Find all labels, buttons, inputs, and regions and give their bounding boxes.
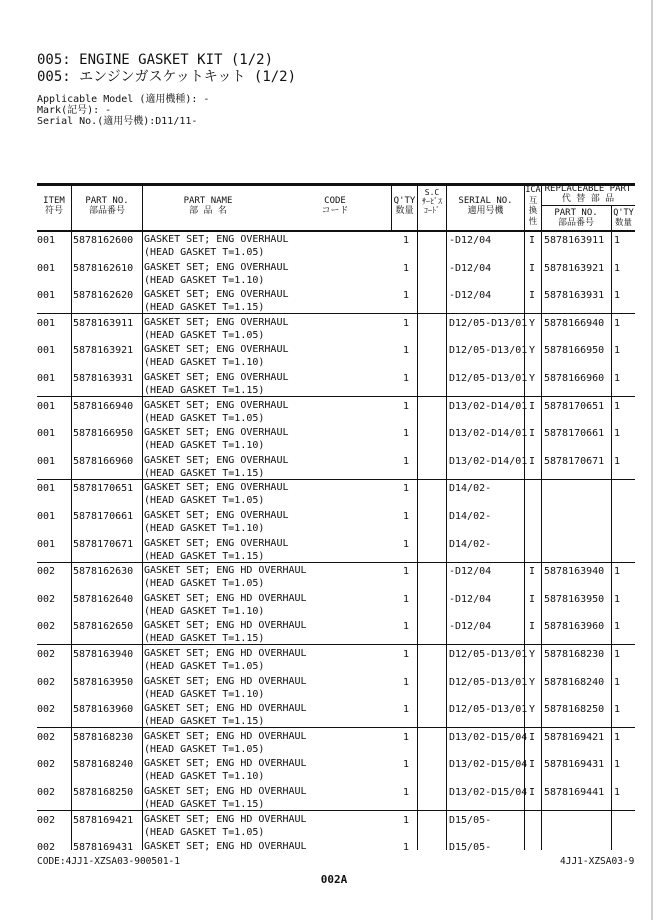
cell-rep-qty: 1	[614, 566, 621, 577]
header-code: CODE コード	[321, 196, 349, 216]
title-english: 005: ENGINE GASKET KIT (1/2)	[37, 52, 274, 68]
cell-ica: Y	[529, 704, 536, 715]
cell-item: 001	[37, 373, 56, 384]
part-name: GASKET SET; ENG HD OVERHAUL	[144, 841, 307, 852]
part-name-detail: (HEAD GASKET T=1.10)	[144, 523, 265, 534]
header-qty: Q'TY 数量	[393, 196, 416, 216]
part-name-detail: (HEAD GASKET T=1.10)	[144, 275, 265, 286]
part-name-detail: (HEAD GASKET T=1.15)	[144, 799, 265, 810]
cell-rep-part: 5878169421	[544, 732, 605, 743]
part-name-detail: (HEAD GASKET T=1.15)	[144, 302, 265, 313]
cell-item: 001	[37, 539, 56, 550]
part-name: GASKET SET; ENG OVERHAUL	[144, 234, 289, 245]
cell-qty: 1	[403, 649, 410, 660]
cell-qty: 1	[403, 759, 410, 770]
cell-qty: 1	[403, 456, 410, 467]
part-name: GASKET SET; ENG OVERHAUL	[144, 289, 289, 300]
cell-qty: 1	[403, 566, 410, 577]
cell-part-no: 5878163921	[73, 345, 134, 356]
cell-rep-qty: 1	[614, 345, 621, 356]
cell-ica: Y	[529, 345, 536, 356]
row-group-rule	[37, 810, 635, 811]
cell-rep-part: 5878169441	[544, 787, 605, 798]
col-divider	[541, 186, 542, 850]
cell-qty: 1	[403, 318, 410, 329]
cell-ica: I	[529, 566, 536, 577]
col-divider	[417, 186, 418, 850]
part-name-detail: (HEAD GASKET T=1.05)	[144, 247, 265, 258]
cell-item: 001	[37, 511, 56, 522]
cell-rep-part: 5878170651	[544, 401, 605, 412]
footer-code-left: CODE:4JJ1-XZSA03-900501-1	[37, 856, 180, 867]
cell-rep-qty: 1	[614, 263, 621, 274]
applicable-model: Applicable Model (適用機種): -	[37, 94, 210, 105]
title-block	[37, 52, 296, 86]
cell-item: 001	[37, 290, 56, 301]
cell-qty: 1	[403, 787, 410, 798]
cell-rep-part: 5878169431	[544, 759, 605, 770]
cell-item: 001	[37, 401, 56, 412]
cell-qty: 1	[403, 373, 410, 384]
cell-item: 002	[37, 842, 56, 853]
replace-subheader-divider	[611, 205, 612, 230]
cell-item: 002	[37, 566, 56, 577]
cell-part-no: 5878162600	[73, 235, 134, 246]
cell-serial: D12/05-D13/01	[449, 704, 528, 715]
part-name: GASKET SET; ENG HD OVERHAUL	[144, 814, 307, 825]
cell-part-no: 5878168250	[73, 787, 134, 798]
header-item: ITEM 符号	[43, 196, 65, 216]
cell-ica: Y	[529, 677, 536, 688]
header-serial: SERIAL NO. 適用号機	[458, 196, 513, 216]
cell-rep-qty: 1	[614, 456, 621, 467]
cell-serial: D13/02-D14/01	[449, 401, 528, 412]
cell-rep-qty: 1	[614, 401, 621, 412]
part-name-detail: (HEAD GASKET T=1.05)	[144, 413, 265, 424]
part-name: GASKET SET; ENG OVERHAUL	[144, 510, 289, 521]
cell-rep-qty: 1	[614, 787, 621, 798]
cell-qty: 1	[403, 511, 410, 522]
col-divider	[611, 230, 612, 850]
page-number: 002A	[320, 873, 348, 886]
part-name: GASKET SET; ENG OVERHAUL	[144, 317, 289, 328]
part-name: GASKET SET; ENG HD OVERHAUL	[144, 620, 307, 631]
cell-serial: D15/05-	[449, 842, 492, 853]
cell-part-no: 5878163960	[73, 704, 134, 715]
cell-item: 002	[37, 649, 56, 660]
part-name: GASKET SET; ENG HD OVERHAUL	[144, 565, 307, 576]
cell-qty: 1	[403, 290, 410, 301]
cell-qty: 1	[403, 732, 410, 743]
cell-item: 002	[37, 677, 56, 688]
cell-serial: D12/05-D13/01	[449, 649, 528, 660]
header-replace-part: PART NO. 部品番号	[554, 208, 598, 228]
cell-rep-part: 5878166960	[544, 373, 605, 384]
cell-rep-qty: 1	[614, 704, 621, 715]
cell-qty: 1	[403, 345, 410, 356]
part-name-detail: (HEAD GASKET T=1.15)	[144, 385, 265, 396]
part-name-detail: (HEAD GASKET T=1.05)	[144, 330, 265, 341]
col-divider	[71, 186, 72, 850]
cell-ica: I	[529, 290, 536, 301]
cell-rep-qty: 1	[614, 373, 621, 384]
cell-serial: D13/02-D15/04	[449, 787, 528, 798]
cell-rep-qty: 1	[614, 759, 621, 770]
cell-rep-part: 5878168250	[544, 704, 605, 715]
cell-item: 002	[37, 815, 56, 826]
cell-qty: 1	[403, 483, 410, 494]
serial-number: Serial No.(適用号機):D11/11-	[37, 116, 198, 127]
col-divider	[142, 186, 143, 850]
part-name: GASKET SET; ENG HD OVERHAUL	[144, 703, 307, 714]
cell-part-no: 5878163950	[73, 677, 134, 688]
cell-qty: 1	[403, 815, 410, 826]
part-name-detail: (HEAD GASKET T=1.10)	[144, 440, 265, 451]
cell-rep-part: 5878163911	[544, 235, 605, 246]
cell-ica: I	[529, 594, 536, 605]
cell-qty: 1	[403, 842, 410, 853]
part-name-detail: (HEAD GASKET T=1.10)	[144, 771, 265, 782]
cell-rep-qty: 1	[614, 594, 621, 605]
cell-part-no: 5878168230	[73, 732, 134, 743]
cell-serial: D12/05-D13/01	[449, 345, 528, 356]
row-group-rule	[37, 562, 635, 563]
cell-part-no: 5878163940	[73, 649, 134, 660]
row-group-rule	[37, 396, 635, 397]
cell-serial: D12/05-D13/01	[449, 677, 528, 688]
col-divider	[524, 186, 525, 850]
cell-part-no: 5878163911	[73, 318, 134, 329]
cell-part-no: 5878162630	[73, 566, 134, 577]
cell-rep-part: 5878163940	[544, 566, 605, 577]
header-ica: ICA 互 換 性	[525, 185, 541, 227]
cell-rep-qty: 1	[614, 677, 621, 688]
cell-ica: I	[529, 621, 536, 632]
cell-part-no: 5878162620	[73, 290, 134, 301]
cell-qty: 1	[403, 621, 410, 632]
cell-part-no: 5878169431	[73, 842, 134, 853]
cell-serial: -D12/04	[449, 566, 492, 577]
cell-serial: D13/02-D15/04	[449, 759, 528, 770]
part-name-detail: (HEAD GASKET T=1.10)	[144, 689, 265, 700]
cell-rep-qty: 1	[614, 732, 621, 743]
cell-ica: I	[529, 235, 536, 246]
part-name: GASKET SET; ENG OVERHAUL	[144, 427, 289, 438]
part-name: GASKET SET; ENG HD OVERHAUL	[144, 786, 307, 797]
page-edge	[651, 0, 653, 920]
row-group-rule	[37, 313, 635, 314]
cell-serial: D14/02-	[449, 483, 492, 494]
cell-ica: I	[529, 401, 536, 412]
meta-block	[37, 94, 209, 127]
part-name-detail: (HEAD GASKET T=1.15)	[144, 633, 265, 644]
cell-item: 001	[37, 483, 56, 494]
part-name: GASKET SET; ENG HD OVERHAUL	[144, 648, 307, 659]
col-divider	[446, 186, 447, 850]
cell-ica: I	[529, 787, 536, 798]
part-name-detail: (HEAD GASKET T=1.05)	[144, 827, 265, 838]
cell-item: 002	[37, 594, 56, 605]
part-name: GASKET SET; ENG OVERHAUL	[144, 262, 289, 273]
cell-rep-qty: 1	[614, 428, 621, 439]
cell-serial: D12/05-D13/01	[449, 373, 528, 384]
cell-ica: Y	[529, 318, 536, 329]
cell-rep-qty: 1	[614, 621, 621, 632]
cell-serial: D14/02-	[449, 539, 492, 550]
cell-qty: 1	[403, 704, 410, 715]
part-name: GASKET SET; ENG OVERHAUL	[144, 400, 289, 411]
cell-qty: 1	[403, 263, 410, 274]
cell-serial: -D12/04	[449, 621, 492, 632]
part-name: GASKET SET; ENG OVERHAUL	[144, 482, 289, 493]
cell-serial: D14/02-	[449, 511, 492, 522]
part-name: GASKET SET; ENG HD OVERHAUL	[144, 731, 307, 742]
cell-serial: -D12/04	[449, 263, 492, 274]
header-part-no: PART NO. 部品番号	[85, 196, 129, 216]
cell-ica: I	[529, 456, 536, 467]
cell-rep-part: 5878166940	[544, 318, 605, 329]
header-part-name: PART NAME 部 品 名	[183, 196, 233, 216]
cell-qty: 1	[403, 677, 410, 688]
cell-part-no: 5878169421	[73, 815, 134, 826]
part-name-detail: (HEAD GASKET T=1.15)	[144, 716, 265, 727]
cell-ica: I	[529, 732, 536, 743]
cell-ica: I	[529, 263, 536, 274]
part-name-detail: (HEAD GASKET T=1.05)	[144, 744, 265, 755]
cell-part-no: 5878170661	[73, 511, 134, 522]
cell-rep-qty: 1	[614, 235, 621, 246]
table-header-bottom-rule	[37, 230, 635, 232]
mark: Mark(記号): -	[37, 105, 112, 116]
cell-item: 002	[37, 704, 56, 715]
cell-item: 001	[37, 428, 56, 439]
cell-serial: D12/05-D13/01	[449, 318, 528, 329]
cell-item: 002	[37, 732, 56, 743]
cell-rep-qty: 1	[614, 318, 621, 329]
part-name-detail: (HEAD GASKET T=1.15)	[144, 551, 265, 562]
part-name-detail: (HEAD GASKET T=1.15)	[144, 468, 265, 479]
cell-rep-part: 5878168230	[544, 649, 605, 660]
cell-item: 001	[37, 263, 56, 274]
cell-part-no: 5878170671	[73, 539, 134, 550]
cell-serial: -D12/04	[449, 594, 492, 605]
part-name-detail: (HEAD GASKET T=1.05)	[144, 495, 265, 506]
part-name: GASKET SET; ENG OVERHAUL	[144, 538, 289, 549]
cell-item: 002	[37, 759, 56, 770]
cell-serial: D13/02-D15/04	[449, 732, 528, 743]
cell-part-no: 5878162650	[73, 621, 134, 632]
cell-serial: D13/02-D14/01	[449, 456, 528, 467]
cell-ica: I	[529, 428, 536, 439]
part-name-detail: (HEAD GASKET T=1.05)	[144, 661, 265, 672]
part-name: GASKET SET; ENG HD OVERHAUL	[144, 676, 307, 687]
cell-part-no: 5878170651	[73, 483, 134, 494]
cell-item: 002	[37, 621, 56, 632]
title-japanese: 005: エンジンガスケットキット (1/2)	[37, 69, 297, 85]
cell-item: 001	[37, 318, 56, 329]
cell-part-no: 5878162610	[73, 263, 134, 274]
cell-item: 002	[37, 787, 56, 798]
cell-item: 001	[37, 345, 56, 356]
cell-rep-part: 5878163960	[544, 621, 605, 632]
cell-part-no: 5878162640	[73, 594, 134, 605]
row-group-rule	[37, 727, 635, 728]
cell-rep-qty: 1	[614, 649, 621, 660]
cell-ica: Y	[529, 373, 536, 384]
cell-part-no: 5878168240	[73, 759, 134, 770]
cell-part-no: 5878166940	[73, 401, 134, 412]
cell-qty: 1	[403, 539, 410, 550]
part-name-detail: (HEAD GASKET T=1.10)	[144, 357, 265, 368]
row-group-rule	[37, 479, 635, 480]
cell-ica: I	[529, 759, 536, 770]
cell-rep-part: 5878168240	[544, 677, 605, 688]
part-name: GASKET SET; ENG HD OVERHAUL	[144, 593, 307, 604]
cell-serial: D15/05-	[449, 815, 492, 826]
part-name-detail: (HEAD GASKET T=1.10)	[144, 606, 265, 617]
cell-part-no: 5878163931	[73, 373, 134, 384]
cell-ica: Y	[529, 649, 536, 660]
col-divider	[391, 186, 392, 230]
cell-rep-part: 5878163921	[544, 263, 605, 274]
cell-rep-part: 5878170661	[544, 428, 605, 439]
cell-rep-part: 5878163950	[544, 594, 605, 605]
row-group-rule	[37, 644, 635, 645]
part-name-detail: (HEAD GASKET T=1.05)	[144, 578, 265, 589]
cell-qty: 1	[403, 594, 410, 605]
cell-item: 001	[37, 235, 56, 246]
cell-qty: 1	[403, 428, 410, 439]
cell-serial: D13/02-D14/01	[449, 428, 528, 439]
part-name: GASKET SET; ENG OVERHAUL	[144, 372, 289, 383]
part-name: GASKET SET; ENG HD OVERHAUL	[144, 758, 307, 769]
cell-rep-part: 5878163931	[544, 290, 605, 301]
replace-subheader-rule	[542, 205, 635, 206]
footer-code-right: 4JJ1-XZSA03-9	[560, 856, 635, 867]
cell-serial: -D12/04	[449, 290, 492, 301]
cell-qty: 1	[403, 235, 410, 246]
header-replace-qty: Q'TY 数量	[613, 208, 634, 228]
cell-part-no: 5878166950	[73, 428, 134, 439]
cell-rep-part: 5878166950	[544, 345, 605, 356]
cell-part-no: 5878166960	[73, 456, 134, 467]
cell-qty: 1	[403, 401, 410, 412]
cell-rep-part: 5878170671	[544, 456, 605, 467]
header-replaceable: REPLACEABLE PART 代 替 部 品	[544, 184, 632, 204]
part-name: GASKET SET; ENG OVERHAUL	[144, 455, 289, 466]
cell-serial: -D12/04	[449, 235, 492, 246]
cell-rep-qty: 1	[614, 290, 621, 301]
header-sc: S.C ｻｰﾋﾞｽ ｺｰﾄﾞ	[422, 188, 442, 215]
cell-item: 001	[37, 456, 56, 467]
part-name: GASKET SET; ENG OVERHAUL	[144, 344, 289, 355]
